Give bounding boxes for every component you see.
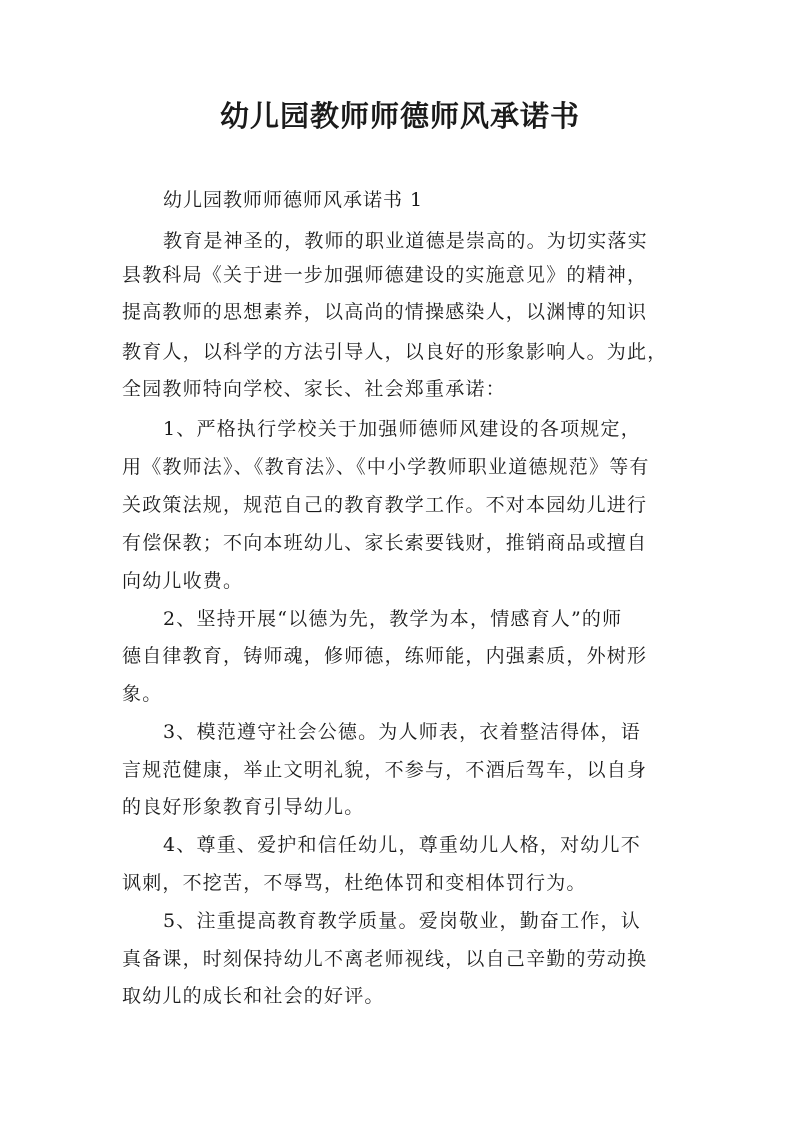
body-line: 向幼儿收费。 bbox=[122, 570, 244, 592]
body-line: 讽刺，不挖苦，不辱骂，杜绝体罚和变相体罚行为。 bbox=[122, 872, 587, 894]
body-line: 提高教师的思想素养，以高尚的情操感染人，以渊博的知识 bbox=[122, 301, 648, 323]
body-line: 教育人，以科学的方法引导人，以良好的形象影响人。为此， bbox=[122, 341, 668, 363]
body-line: 的良好形象教育引导幼儿。 bbox=[122, 796, 365, 818]
document-title: 幼儿园教师师德师风承诺书 bbox=[219, 99, 580, 133]
body-line: 用《教师法》、《教育法》、《中小学教师职业道德规范》等有 bbox=[122, 456, 650, 478]
body-line: 5、注重提高教育教学质量。爱岗敬业，勤奋工作，认 bbox=[163, 910, 641, 932]
body-line: 取幼儿的成长和社会的好评。 bbox=[122, 985, 385, 1007]
body-line: 象。 bbox=[122, 683, 163, 705]
body-line: 县教科局《关于进一步加强师德建设的实施意见》的精神， bbox=[122, 264, 648, 286]
body-line: 有偿保教；不向本班幼儿、家长索要钱财，推销商品或擅自 bbox=[122, 532, 648, 554]
body-line: 德自律教育，铸师魂，修师德，练师能，内强素质，外树形 bbox=[122, 645, 648, 667]
body-line: 1、严格执行学校关于加强师德师风建设的各项规定， bbox=[163, 418, 641, 440]
body-line: 言规范健康，举止文明礼貌，不参与，不酒后驾车，以自身 bbox=[122, 759, 648, 781]
body-line: 2、坚持开展“以德为先，教学为本，情感育人”的师 bbox=[163, 608, 623, 630]
body-line: 3、模范遵守社会公德。为人师表，衣着整洁得体，语 bbox=[163, 721, 641, 743]
body-line: 全园教师特向学校、家长、社会郑重承诺： bbox=[122, 378, 506, 400]
body-line: 真备课，时刻保持幼儿不离老师视线，以自己辛勤的劳动换 bbox=[122, 948, 648, 970]
body-line: 4、尊重、爱护和信任幼儿，尊重幼儿人格，对幼儿不 bbox=[163, 834, 641, 856]
body-line: 关政策法规，规范自己的教育教学工作。不对本园幼儿进行 bbox=[122, 494, 648, 516]
body-line: 教育是神圣的，教师的职业道德是崇高的。为切实落实 bbox=[163, 230, 648, 252]
document-subtitle: 幼儿园教师师德师风承诺书 1 bbox=[163, 189, 424, 211]
